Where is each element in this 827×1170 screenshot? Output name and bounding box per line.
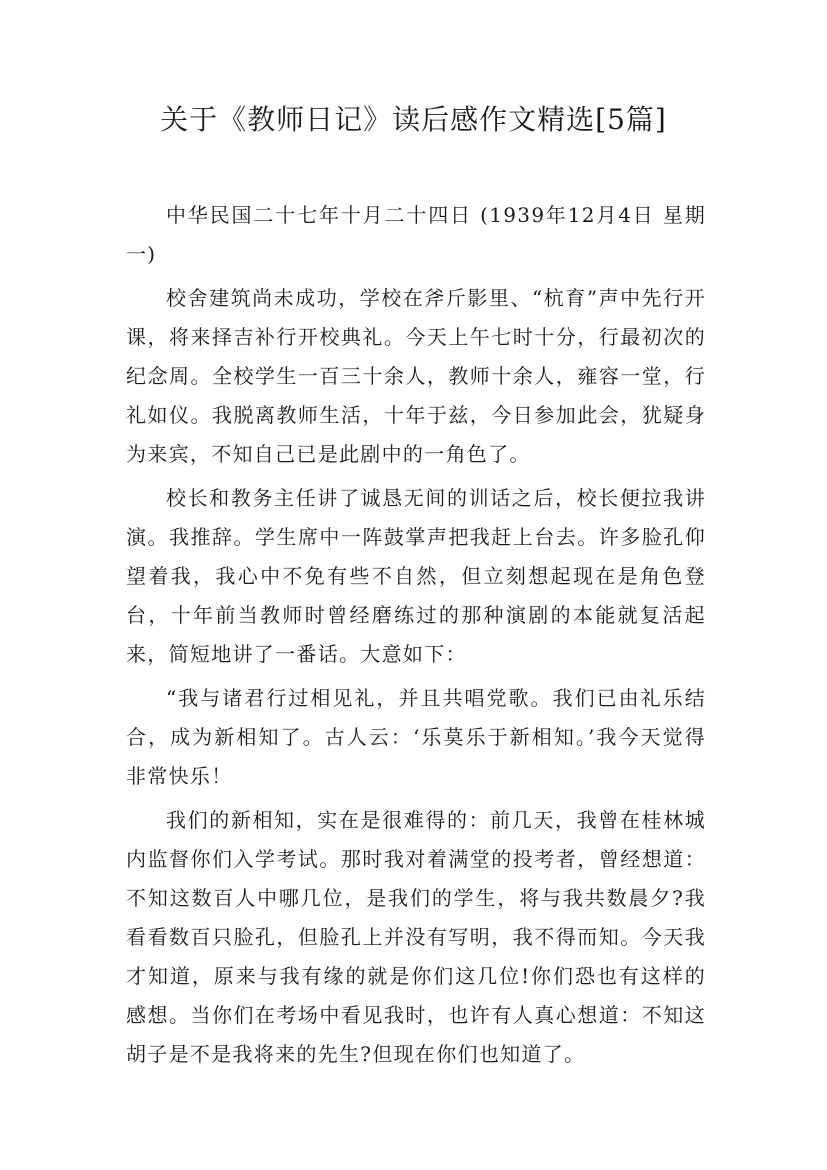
document-title: 关于《教师日记》读后感作文精选[5篇] — [160, 103, 667, 136]
paragraph-speech-greeting: “我与诸君行过相见礼，并且共唱党歌。我们已由礼乐结合，成为新相知了。古人云：‘乐莫乐于新相知。’我今天觉得非常快乐！ — [126, 686, 706, 788]
paragraph-speech-body: 我们的新相知，实在是很难得的：前几天，我曾在桂林城内监督你们入学考试。那时我对着满堂的投考者，曾经想道：不知这数百人中哪几位，是我们的学生，将与我共数晨夕?我看看数百只脸孔，但脸孔上并没有写明，我不得而知。今天我才知道，原来与我有缘的就是你们这几位!你们恐也有这样的感想。当你们在考场中看见我时，也许有人真心想道：不知这胡子是不是我将来的先生?但现在你们也知道了。 — [126, 808, 706, 1066]
document-body — [126, 196, 706, 1079]
paragraph-date: 中华民国二十七年十月二十四日 (1939年12月4日 星期一) — [126, 203, 706, 266]
paragraph-school-opening: 校舍建筑尚未成功，学校在斧斤影里、“杭育”声中先行开课，将来择吉补行开校典礼。今天上午七时十分，行最初次的纪念周。全校学生一百三十余人，教师十余人，雍容一堂，行礼如仪。我脱离教师生活，十年于兹，今日参加此会，犹疑身为来宾，不知自己已是此剧中的一角色了。 — [126, 286, 706, 466]
paragraph-speech-intro: 校长和教务主任讲了诚恳无间的训话之后，校长便拉我讲演。我推辞。学生席中一阵鼓掌声把我赶上台去。许多脸孔仰望着我，我心中不免有些不自然，但立刻想起现在是角色登台，十年前当教师时曾经磨练过的那种演剧的本能就复活起来，简短地讲了一番话。大意如下： — [126, 486, 706, 666]
